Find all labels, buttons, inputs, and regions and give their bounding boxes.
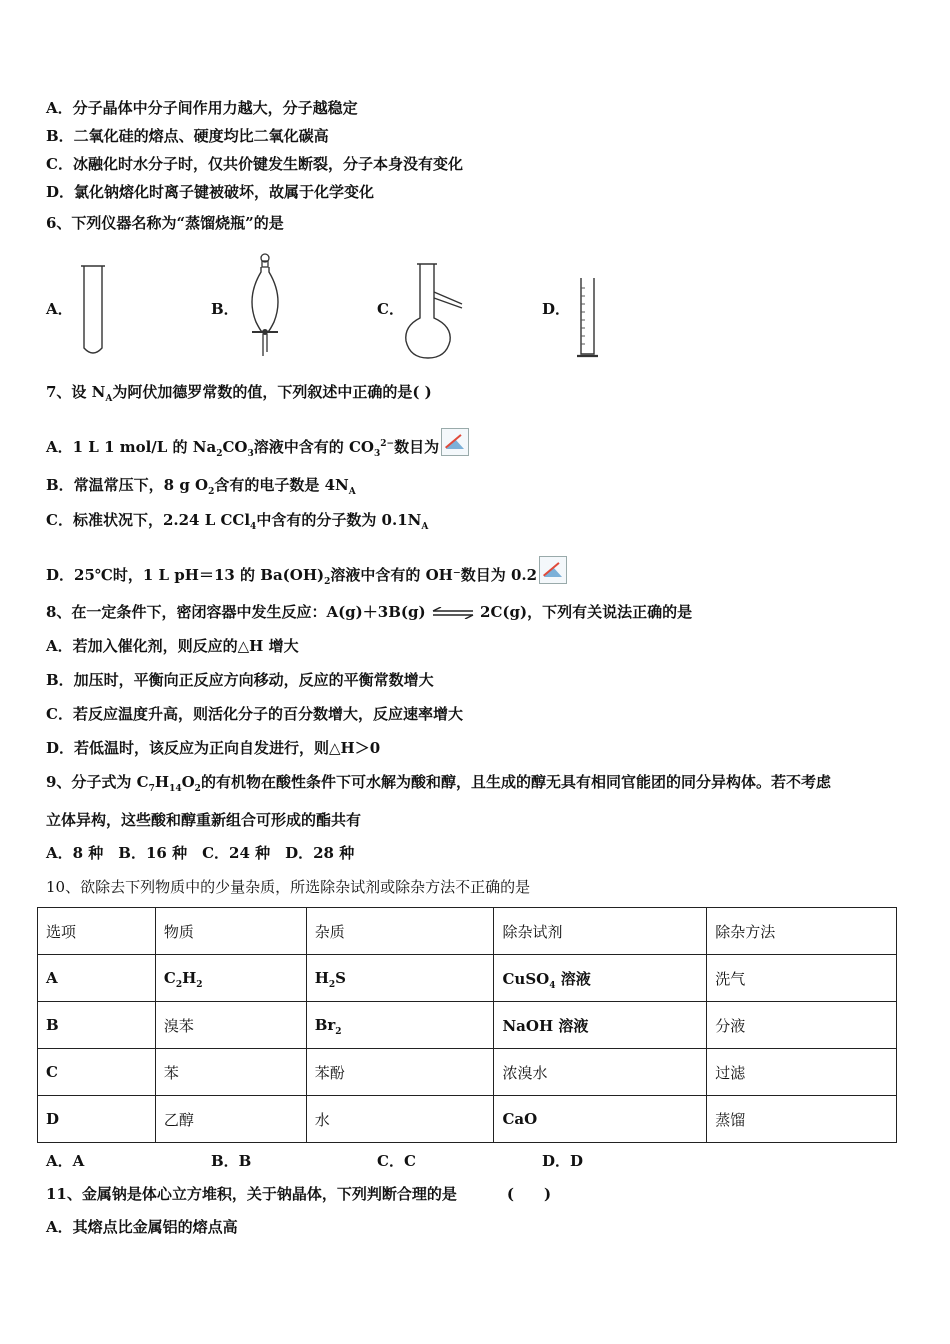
q10-table (37, 907, 897, 1143)
table-cell: 苯酚 (306, 1049, 494, 1096)
table-cell: A (38, 955, 156, 1002)
table-cell: 苯 (155, 1049, 306, 1096)
table-header-cell: 除杂试剂 (494, 908, 707, 955)
q5-option-c: C．冰融化时水分子时，仅共价键发生断裂，分子本身没有变化 (46, 155, 463, 173)
table-cell: CuSO$_4$ 溶液 (494, 955, 707, 1002)
table-cell: 溴苯 (155, 1002, 306, 1049)
table-header-row (38, 908, 897, 955)
q6-stem: 6、下列仪器名称为“蒸馏烧瓶”的是 (46, 214, 284, 232)
table-header-cell: 除杂方法 (707, 908, 897, 955)
q5-option-d: D．氯化钠熔化时离子键被破坏，故属于化学变化 (46, 183, 375, 201)
q6-label-b: B． (211, 300, 239, 318)
table-cell: CaO (494, 1096, 707, 1143)
table-cell: 洗气 (707, 955, 897, 1002)
table-row (38, 955, 897, 1002)
q8-stem: 8、在一定条件下，密闭容器中发生反应：A(g)＋3B(g) 2C(g)，下列有关说法正确的是 (46, 603, 693, 621)
q5-option-b: B．二氧化硅的熔点、硬度均比二氧化碳高 (46, 127, 329, 145)
q7-option-b: B．常温常压下，8 g $O_2$含有的电子数是 $4N_A$ (46, 476, 356, 497)
q6-label-c: C． (377, 300, 404, 318)
q9-options: A．8 种 B．16 种 C．24 种 D．28 种 (46, 844, 355, 862)
q8-option-a: A．若加入催化剂，则反应的△H 增大 (46, 637, 299, 655)
q10-stem: 10、欲除去下列物质中的少量杂质，所选除杂试剂或除杂方法不正确的是 (46, 878, 531, 896)
q9-stem-line2: 立体异构，这些酸和醇重新组合可形成的酯共有 (46, 811, 362, 829)
q7-option-a: A．1 L 1 mol/L 的 $Na_2CO_3$溶液中含有的 $CO_3^{2-}$数目为 (46, 428, 469, 457)
table-cell: $H_2S$ (306, 955, 494, 1002)
q10-answer-c: C．C (377, 1152, 416, 1170)
q6-label-a: A． (46, 300, 73, 318)
q8-option-c: C．若反应温度升高，则活化分子的百分数增大，反应速率增大 (46, 705, 463, 723)
q11-stem: 11、金属钠是体心立方堆积，关于钠晶体，下列判断合理的是 ( ) (46, 1185, 552, 1203)
table-cell: 过滤 (707, 1049, 897, 1096)
q8-option-b: B．加压时，平衡向正反应方向移动，反应的平衡常数增大 (46, 671, 434, 689)
table-cell: 乙醇 (155, 1096, 306, 1143)
q7-stem: 7、设 $N_A$为阿伏加德罗常数的值，下列叙述中正确的是( ) (46, 383, 432, 404)
separatory-funnel-icon (240, 252, 290, 358)
table-cell: B (38, 1002, 156, 1049)
q10-answer-d: D．D (542, 1152, 584, 1170)
table-header-cell: 物质 (155, 908, 306, 955)
table-cell: $Br_2$ (306, 1002, 494, 1049)
table-row (38, 1049, 897, 1096)
graduated-cylinder-icon (572, 276, 602, 360)
table-row (38, 1096, 897, 1143)
table-cell: $C_2H_2$ (155, 955, 306, 1002)
table-header-cell: 杂质 (306, 908, 494, 955)
q8-option-d: D．若低温时，该反应为正向自发进行，则△H＞0 (46, 739, 381, 757)
table-header-cell: 选项 (38, 908, 156, 955)
table-cell: 浓溴水 (494, 1049, 707, 1096)
broken-image-icon (441, 428, 469, 456)
table-cell: C (38, 1049, 156, 1096)
test-tube-icon (78, 262, 108, 360)
equilibrium-arrow-icon (431, 607, 475, 619)
table-row (38, 1002, 897, 1049)
table-cell: NaOH 溶液 (494, 1002, 707, 1049)
table-cell: 分液 (707, 1002, 897, 1049)
q11-option-a: A．其熔点比金属铝的熔点高 (46, 1218, 238, 1236)
q10-answer-b: B．B (211, 1152, 252, 1170)
table-cell: 蒸馏 (707, 1096, 897, 1143)
table-cell: 水 (306, 1096, 494, 1143)
q10-answer-a: A．A (46, 1152, 85, 1170)
broken-image-icon (539, 556, 567, 584)
q7-option-c: C．标准状况下，2.24 L CCl$_4$中含有的分子数为 $0.1N_A$ (46, 511, 429, 532)
table-cell: D (38, 1096, 156, 1143)
distillation-flask-icon (400, 258, 466, 362)
q9-stem: 9、分子式为 $C_7H_{14}O_2$的有机物在酸性条件下可水解为酸和醇，且生成的醇无具有相同官能团的同分异构体。若不考虑 (46, 773, 831, 794)
q5-option-a: A．分子晶体中分子间作用力越大，分子越稳定 (46, 99, 358, 117)
q7-option-d: D．25℃时，1 L pH＝13 的 $Ba(OH)_2$溶液中含有的 OH⁻数目为 0.2 (46, 556, 567, 585)
q6-label-d: D． (542, 300, 571, 318)
